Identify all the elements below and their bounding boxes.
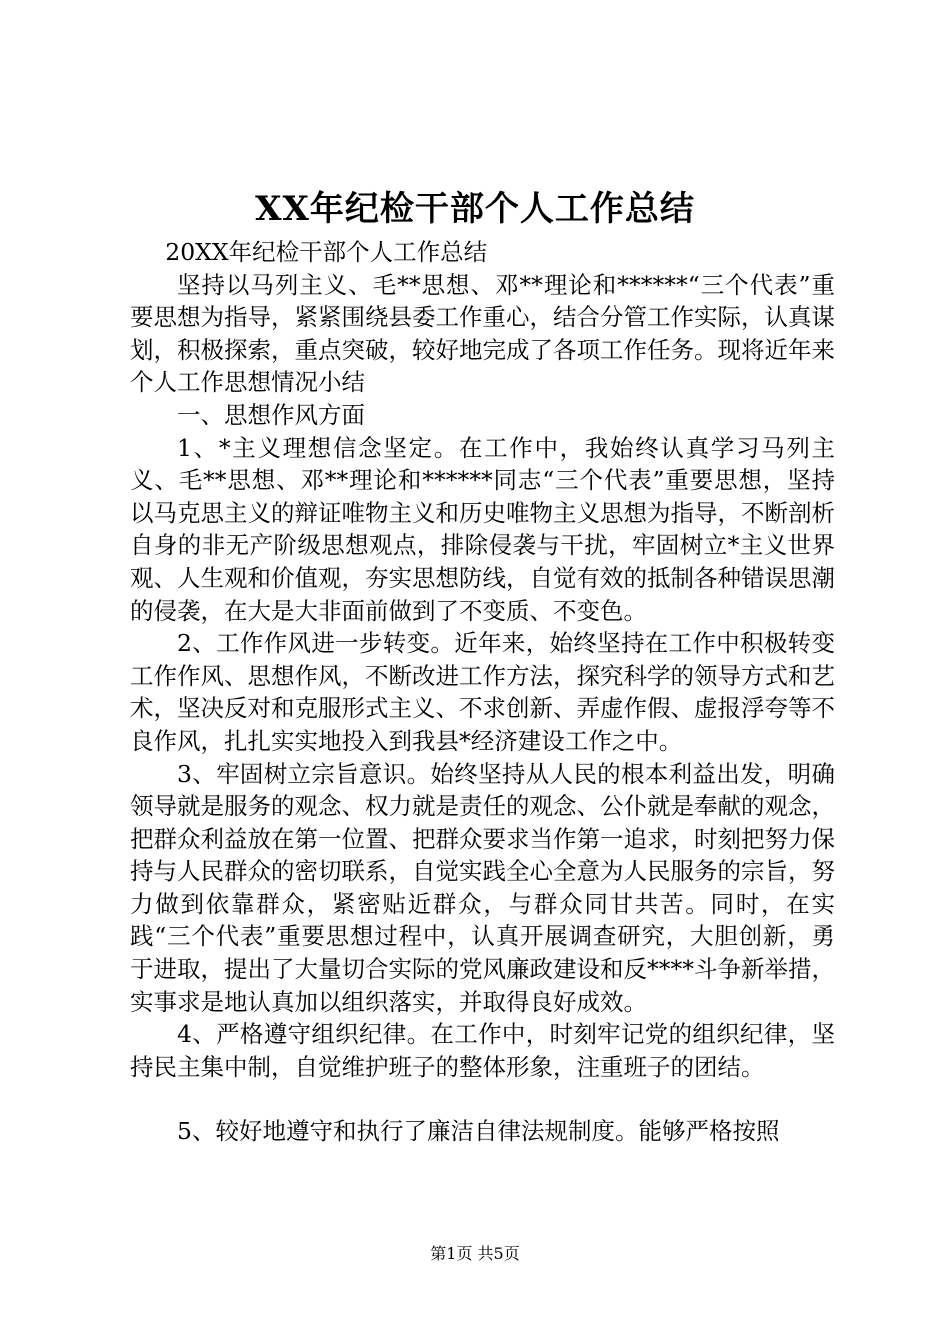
paragraph-item-4: 4、严格遵守组织纪律。在工作中，时刻牢记党的组织纪律，坚持民主集中制，自觉维护班子的整体形象，注重班子的团结。	[130, 1020, 835, 1081]
document-title: XX年纪检干部个人工作总结	[255, 189, 695, 229]
page-number: 第1页 共5页	[430, 1244, 520, 1263]
paragraph-item-1: 1、*主义理想信念坚定。在工作中，我始终认真学习马列主义、毛**思想、邓**理论和******同志“三个代表”重要思想，坚持以马克思主义的辩证唯物主义和历史唯物主义思想为指导，不断剖析自身的非无产阶级思想观点，排除侵袭与干扰，牢固树立*主义世界观、人生观和价值观，夯实思想防线，自觉有效的抵制各种错误思潮的侵袭，在大是大非面前做到了不变质、不变色。	[130, 433, 835, 625]
section-heading: 一、思想作风方面	[177, 400, 365, 429]
paragraph-item-3: 3、牢固树立宗旨意识。始终坚持从人民的根本利益出发，明确领导就是服务的观念、权力就是责任的观念、公仆就是奉献的观念，把群众利益放在第一位置、把群众要求当作第一追求，时刻把努力保持与人民群众的密切联系，自觉实践全心全意为人民服务的宗旨，努力做到依靠群众，紧密贴近群众，与群众同甘共苦。同时，在实践“三个代表”重要思想过程中，认真开展调查研究，大胆创新，勇于进取，提出了大量切合实际的党风廉政建设和反****斗争新举措，实事求是地认真加以组织落实，并取得良好成效。	[130, 759, 835, 1016]
document-subtitle: 20XX年纪检干部个人工作总结	[165, 238, 488, 266]
intro-paragraph: 坚持以马列主义、毛**思想、邓**理论和******“三个代表”重要思想为指导，紧紧围绕县委工作重心，结合分管工作实际，认真谋划，积极探索，重点突破，较好地完成了各项工作任务。现将近年来个人工作思想情况小结	[130, 270, 835, 397]
paragraph-item-5: 5、较好地遵守和执行了廉洁自律法规制度。能够严格按照	[177, 1117, 780, 1146]
paragraph-item-2: 2、工作作风进一步转变。近年来，始终坚持在工作中积极转变工作作风、思想作风，不断改进工作方法，探究科学的领导方式和艺术，坚决反对和克服形式主义、不求创新、弄虚作假、虚报浮夸等不良作风，扎扎实实地投入到我县*经济建设工作之中。	[130, 629, 835, 755]
document-body	[130, 236, 835, 1148]
